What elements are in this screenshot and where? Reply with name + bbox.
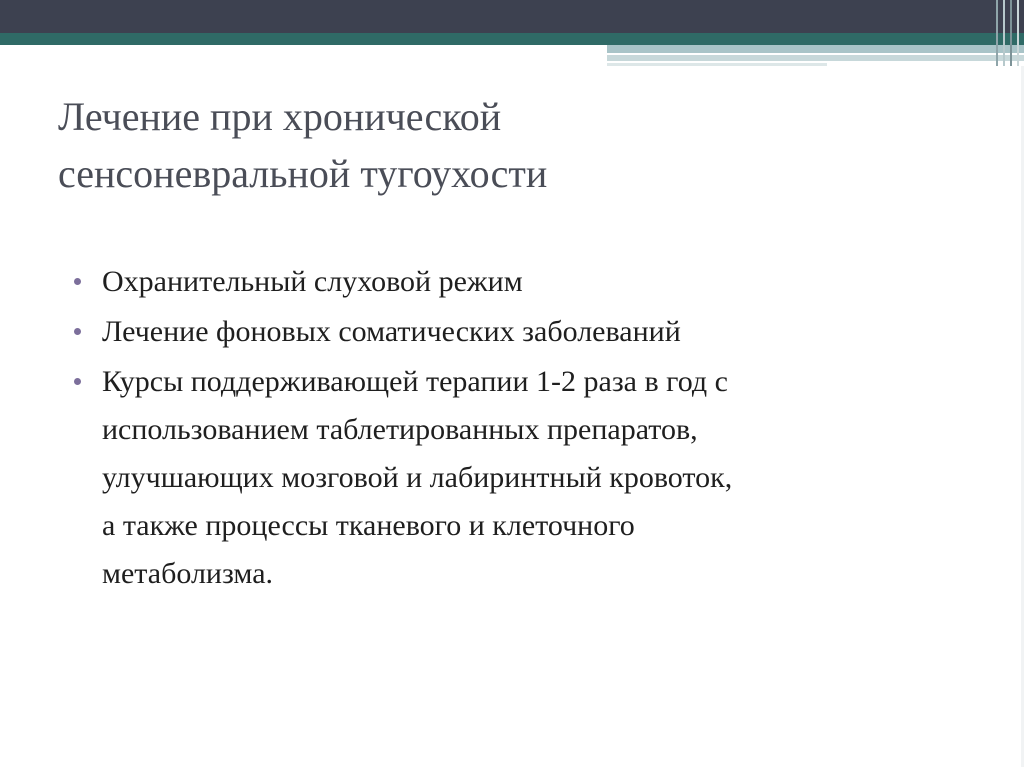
bullet-marker-icon [74, 328, 81, 335]
header-vertical-stripe [1003, 0, 1005, 66]
bullet-marker-icon [74, 378, 81, 385]
header-accent-band-3 [607, 63, 827, 66]
header-vertical-stripe [1010, 0, 1012, 66]
header-accent-band-1 [607, 45, 1024, 53]
header-vertical-stripe [1017, 0, 1019, 66]
bullet-text: Лечение фоновых соматических заболеваний [102, 315, 681, 348]
header-teal-band [0, 33, 1024, 45]
bullet-text: использованием таблетированных препаратов, [102, 413, 698, 446]
header-accent-band-2 [607, 55, 1024, 61]
bullet-item [74, 358, 974, 598]
header-vertical-stripe [996, 0, 998, 66]
bullet-text: Охранительный слуховой режим [102, 265, 523, 298]
slide-title [58, 88, 958, 202]
bullet-text: метаболизма. [102, 557, 274, 590]
bullet-text: а также процессы тканевого и клеточного [102, 509, 635, 542]
header-dark-band [0, 0, 1024, 33]
slide-title-line: Лечение при хронической [58, 94, 502, 139]
bullet-item [74, 258, 974, 306]
bullet-list [74, 258, 974, 600]
bullet-text: улучшающих мозговой и лабиринтный кровоток, [102, 461, 733, 494]
bullet-item [74, 308, 974, 356]
slide-title-line: сенсоневральной тугоухости [58, 151, 548, 196]
bullet-marker-icon [74, 278, 81, 285]
bullet-text: Курсы поддерживающей терапии 1-2 раза в год с [102, 365, 728, 398]
